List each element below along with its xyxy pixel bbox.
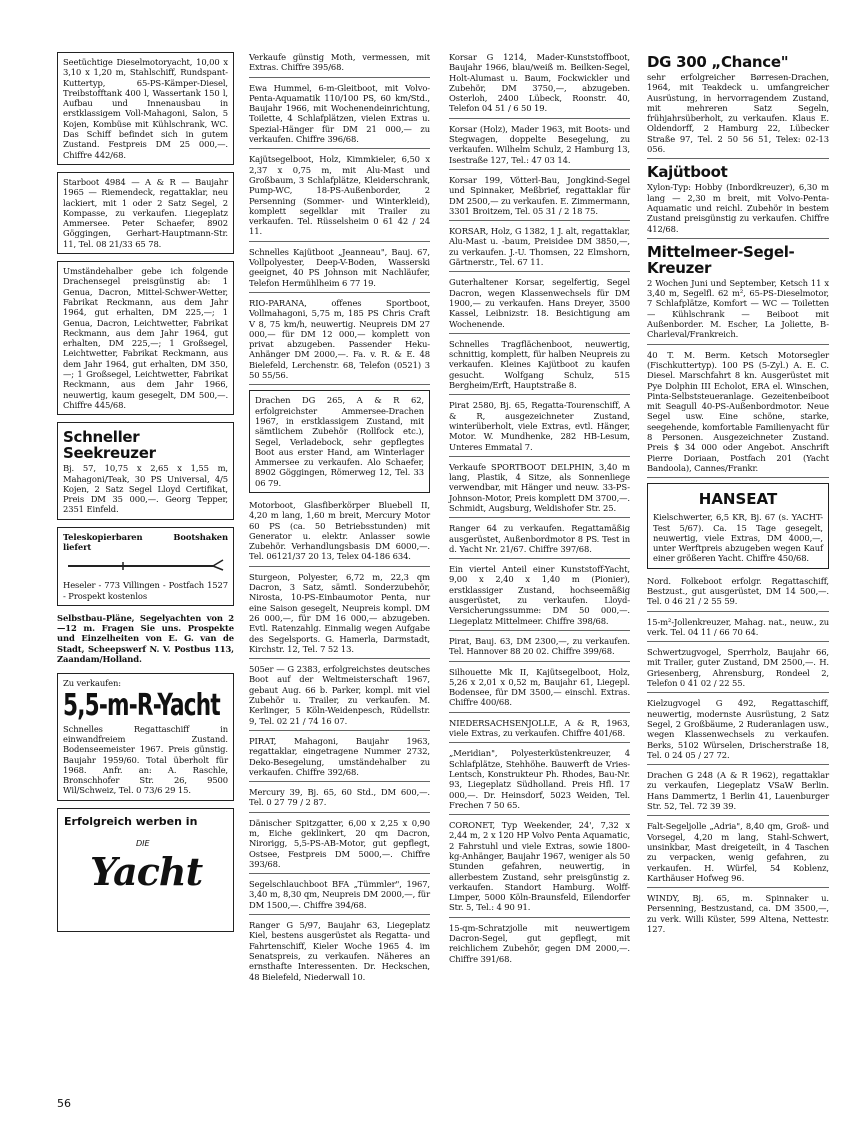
ad-korsar-guterhalten: Guterhaltener Korsar, segelfertig, Segel Dacron, wegen Klassenwechsels für DM 1900,— zu verkaufen. Hans Dreyer, 3500 Kassel, Leibnizstr. 18. Besichtigung am Wochenende.: [449, 277, 630, 333]
ad-jeanneau: Schnelles Kajütboot „Jeanneau", Bauj. 67, Vollpolyester, Deep-V-Boden, Wasserski geeignet, 40 PS Johnson mit Nachläufer, Telefon Hermühlheim 6 77 19.: [249, 247, 430, 293]
ad-drachen-g248: Drachen G 248 (A & R 1962), regattaklar zu verkaufen, Liegeplatz VSaW Berlin. Hans Dammertz, 1 Berlin 41, Lauenburger Str. 52, Tel. 72 39 39.: [647, 770, 829, 816]
yacht-logo: Yacht: [90, 848, 203, 894]
ad-bootshaken-body: Heseler - 773 Villingen - Postfach 1527 - Prospekt kostenlos: [63, 580, 228, 601]
ad-kajuetboot-title: Kajütboot: [647, 163, 728, 182]
ad-motorboot-bluebell: Motorboot, Glasfiberkörper Bluebell II, 4,20 m lang, 1,60 m breit, Mercury Motor 60 PS (ca. 50 Betriebsstunden) mit Generator u. elektr. Anlasser sowie Zubehör. Verhandlungsbasis DM 6000,—. Tel. 06121/37 20 13, Telex 04-186 634.: [249, 500, 430, 567]
ad-ewa-hummel: Ewa Hummel, 6-m-Gleitboot, mit Volvo-Penta-Aquamatik 110/100 PS, 60 km/Std., Baujahr 1966, mit Wochenendeinrichtung, Toilette, 4 Schlafplätzen, vielen Extras u. Spezial-Hänger für DM 21 000,— zu verkaufen. Chiffre 396/68.: [249, 83, 430, 150]
ad-falt-segeljolle: Falt-Segeljolle „Adria", 8,40 qm, Groß- und Vorsegel, 4,20 m lang, Stahl-Schwert, unsinkbar, Mast dreigeteilt, in 4 Taschen zu verpacken, wenig gefahren, zu verkaufen. H. Würfel, 54 Koblenz, Karthäuser Hofweg 96.: [647, 821, 829, 888]
ad-seekreuzer-title: Schneller Seekreuzer: [63, 428, 156, 463]
ad-meridian: „Meridian", Polyesterküstenkreuzer, 4 Schlafplätze, Stehhöhe. Bauwerft de Vries-Lentsch, Konstrukteur Ph. Rhodes, Bau-Nr. 93, Liegeplatz Südholland. Preis Hfl. 17 000,—. Dr. Heinsdorf, 5023 Weiden, Tel. Frechen 7 50 65.: [449, 748, 630, 815]
ad-mercury: Mercury 39, Bj. 65, 60 Std., DM 600,—. Tel. 0 27 79 / 2 87.: [249, 787, 430, 813]
ad-box-seekreuzer: [57, 422, 234, 519]
ad-ranger-g597: Ranger G 5/97, Baujahr 63, Liegeplatz Kiel, bestens ausgerüstet als Regatta- und Fahrtenschiff, Kieler Woche 1965 4. im Senatspreis, zu verkaufen. Näheres an ernsthafte Interessenten. Dr. Heckschen, 48 Bielefeld, Niederwall 10.: [249, 920, 430, 982]
ad-pirat-bauj63: Pirat, Bauj. 63, DM 2300,—, zu verkaufen. Tel. Hannover 88 20 02. Chiffre 399/68.: [449, 636, 630, 662]
ad-korsar-199: Korsar 199, Vötterl-Bau, Jongkind-Segel und Spinnaker, Meßbrief, regattaklar für DM 2500,— zu verkaufen. E. Zimmermann, 3301 Broitzem, Tel. 05 31 / 2 18 75.: [449, 175, 630, 221]
ad-dieselmotoryacht: Seetüchtige Dieselmotoryacht, 10,00 x 3,10 x 1,20 m, Stahlschiff, Rundspant-Kuttertyp, 65-PS-Kämper-Diesel, Treibstofftank 400 l, Wassertank 150 l, Aufbau und Innenausbau in erstklassigem Voll-Mahagoni, Salon, 5 Kojen, Kombüse mit Kühlschrank, WC. Das Schiff befindet sich in gutem Zustand. Festpreis DM 25 000,—. Chiffre 442/68.: [63, 57, 228, 160]
ad-silhouette: Silhouette Mk II, Kajütsegelboot, Holz, 5,26 x 2,01 x 0,52 m, Baujahr 61, Liegepl. Bodensee, für DM 3500,— einschl. Extras. Chiffre 400/68.: [449, 667, 630, 713]
yacht-promo-box: [57, 808, 234, 932]
ad-bootshaken-title: Teleskopierbaren Bootshaken liefert: [63, 531, 228, 552]
boathook-icon: [63, 556, 228, 576]
ad-anteil-yacht: Ein viertel Anteil einer Kunststoff-Yacht, 9,00 x 2,40 x 1,40 m (Pionier), erstklassiger Zustand, hochseemäßig ausgerüstet, zu verkaufen. Lloyd-Versicherungssumme: DM 50 000,—. Liegeplatz Mittelmeer. Chiffre 398/68.: [449, 564, 630, 631]
ad-kajuetsegelboot: Kajütsegelboot, Holz, Kimmkieler, 6,50 x 2,37 x 0,75 m, mit Alu-Mast und Großbaum, 3 Schlafplätze, Kleiderschrank, Pump-WC, 18-PS-Außenborder, 2 Persenning (Sommer- und Winterkleid), komplett segelklar mit Trailer zu verkaufen. Tel. Rüsselsheim 0 61 42 / 24 11.: [249, 154, 430, 241]
ad-box-hanseat: [647, 483, 829, 568]
ad-mittelmeer-body: 2 Wochen Juni und September, Ketsch 11 x 3,40 m, Segelfl. 62 m², 65-PS-Dieselmotor, 7 Schlafplätze, Komfort — WC — Toiletten — Kühlschrank — Beiboot mit Außenborder. M. Escher, La Joliette, B-Charleval/Frankreich.: [647, 278, 829, 345]
ad-ranger-64: Ranger 64 zu verkaufen. Regattamäßig ausgerüstet, Außenbordmotor 8 PS. Test in d. Yacht Nr. 21/67. Chiffre 397/68.: [449, 523, 630, 559]
promo-text: Erfolgreich werben in: [64, 814, 198, 828]
column-2: [249, 52, 430, 991]
ad-seekreuzer-body: Bj. 57, 10,75 x 2,65 x 1,55 m, Mahagoni/Teak, 30 PS Universal, 4/5 Kojen, 2 Satz Segel Lloyd Certifikat, Preis DM 35 000,—. Georg Tepper, 2351 Einfeld.: [63, 463, 228, 515]
ad-moth: Verkaufe günstig Moth, vermessen, mit Extras. Chiffre 395/68.: [249, 52, 430, 78]
yacht-logo-die: DIE: [136, 838, 150, 848]
ad-kielzugvogel: Kielzugvogel G 492, Regattaschiff, neuwertig, modernste Ausrüstung, 2 Satz Segel, 2 Großbäume, 2 Ruderanlagen usw., wegen Klassenwechsels zu verkaufen. Berks, 5102 Würselen, Drischerstraße 18, Tel. 0 24 05 / 27 72.: [647, 698, 829, 765]
ad-sturgeon: Sturgeon, Polyester, 6,72 m, 22,3 qm Dacron, 3 Satz, sämtl. Sonderzubehör, Nirosta, 10-PS-Einbaumotor Penta, nur eine Saison gesegelt, Neupreis kompl. DM 26 000,—, für DM 16 000,— abzugeben. Evtl. Ratenzahlg. Einmalig wegen Aufgabe des Segelsports. G. Hamerla, Darmstadt, Kirchstr. 12, Tel. 7 52 13.: [249, 572, 430, 659]
ad-box-drachen-dg265: [249, 390, 430, 493]
page-number: 56: [57, 1097, 71, 1110]
ad-starboot: Starboot 4984 — A & R — Baujahr 1965 — Riemendeck, regattaklar, neu lackiert, mit 1 oder 2 Satz Segel, 2 Kompasse, zu verkaufen. Liegeplatz Ammersee. Peter Schaefer, 8902 Göggingen, Gerhart-Hauptmann-Str. 11, Tel. 08 21/33 65 78.: [63, 176, 228, 249]
ad-box-drachensegel: [57, 261, 234, 415]
ad-dg300-title: DG 300 „Chance": [647, 53, 789, 71]
ad-drachensegel: Umständehalber gebe ich folgende Drachensegel preisgünstig ab: 1 Genua, Dacron, Mittel-Schwer-Wetter, Fabrikat Reckmann, aus dem Jahr 1964, gut erhalten, DM 225,—; 1 Genua, Dacron, Leichtwetter, Fabrikat Reckmann, aus dem Jahr 1964, gut erhalten, DM 225,—; 1 Großsegel, Leichtwetter, Fabrikat Reckmann, aus dem Jahr 1964, gut erhalten, DM 350,—; 1 Großsegel, Leichtwetter, Fabrikat Reckmann, aus dem Jahr 1966, neuwertig, kaum gesegelt, DM 500,—. Chiffre 445/68.: [63, 266, 228, 410]
ad-box-dieselmotoryacht: [57, 52, 234, 165]
column-1: [57, 52, 234, 932]
ad-niedersachsenjolle: NIEDERSACHSENJOLLE, A & R, 1963, viele Extras, zu verkaufen. Chiffre 401/68.: [449, 718, 630, 744]
ad-pirat-2580: Pirat 2580, Bj. 65, Regatta-Tourenschiff, A & R, ausgezeichneter Zustand, winterüberholt, viele Extras, evtl. Hänger, Motor. W. Mundhenke, 282 HB-Lesum, Unteres Emmatal 7.: [449, 400, 630, 456]
ad-korsar-holz: Korsar (Holz), Mader 1963, mit Boots- und Stegwagen, doppelte Besegelung, zu verkaufen. Wilhelm Schulz, 2 Hamburg 13, Isestraße 127, Tel.: 47 03 14.: [449, 124, 630, 170]
ad-ketsch-motorsegler: 40 T. M. Berm. Ketsch Motorsegler (Fischkuttertyp). 100 PS (5-Zyl.) A. E. C. Diesel. Marschfahrt 8 kn. Ausgerüstet mit Pye Dolphin III Echolot, ERA el. Winschen, Pinta-Selbststeueranlage. Gezeitenbeiboot mit Seagull 40-PS-Außenbordmotor. Neue Segel usw. Eine schöne, starke, seegehende, komfortable Familienyacht für 8 Personen. Ausgezeichneter Zustand. Preis $ 34 000 oder Angebot. Anschrift Pierre Doriaan, Postfach 201 (Yacht Bandoola), Cannes/Frankr.: [647, 350, 829, 479]
ad-kajuetboot-body: Xylon-Typ: Hobby (Inbordkreuzer), 6,30 m lang — 2,30 m breit, mit Volvo-Penta-Aquamatic und reichl. Zubehör in bestem Zustand preisgünstig zu verkaufen. Chiffre 412/68.: [647, 182, 829, 238]
ad-schwertzugvogel: Schwertzugvogel, Sperrholz, Baujahr 66, mit Trailer, guter Zustand, DM 2500,—. H. Griesenberg, Ahrensburg, Rondeel 2, Telefon 0 41 02 / 22 55.: [647, 647, 829, 693]
ad-coronet: CORONET, Typ Weekender, 24', 7,32 x 2,44 m, 2 x 120 HP Volvo Penta Aquamatic, 2 Fahrstuhl und viele Extras, sowie 1800-kg-Anhänger, Baujahr 1967, weniger als 50 Stunden gefahren, neuwertig, in allerbestem Zustand, sehr preisgünstig z. verkaufen. Standort Hamburg. Wolff-Limper, 5000 Köln-Braunsfeld, Eilendorfer Str. 5, Tel.: 4 90 91.: [449, 820, 630, 918]
ad-schratzjolle: 15-qm-Schratzjolle mit neuwertigem Dacron-Segel, gut gepflegt, mit reichlichem Zubehör, gegen DM 2000,—. Chiffre 391/68.: [449, 922, 630, 964]
ad-selbstbau-plaene: Selbstbau-Pläne, Segelyachten von 2—12 m. Fragen Sie uns. Prospekte und Einzelheiten von E. G. van de Stadt, Scheepswerf N. V. Postbus 113, Zaandam/Holland.: [57, 612, 234, 665]
ad-rio-parana: RIO-PARANA, offenes Sportboot, Vollmahagoni, 5,75 m, 185 PS Chris Craft V 8, 75 km/h, neuwertig. Neupreis DM 27 000,— für DM 12 000,— komplett von privat abzugeben. Passender Heku-Anhänger DM 2000,—. Fa. v. R. & E. 48 Bielefeld, Lerchenstr. 68, Telefon (0521) 3 50 55/56.: [249, 298, 430, 385]
ad-sportboot-delphin: Verkaufe SPORTBOOT DELPHIN, 3,40 m lang, Plastik, 4 Sitze, als Sonnenliege verwendbar, mit Hänger und neuw. 33-PS-Johnson-Motor, Preis komplett DM 3700,—. Schmidt, Augsburg, Weldishofer Str. 25.: [449, 462, 630, 518]
ad-hanseat-body: Kielschwerter, 6,5 KR, Bj. 67 (s. YACHT-Test 5/67). Ca. 15 Tage gesegelt, neuwertig, viele Extras, DM 4000,—, unter Werftpreis abzugeben wegen Kauf einer größeren Yacht. Chiffre 450/68.: [653, 512, 823, 564]
ad-mittelmeer-title: Mittelmeer-Segel-Kreuzer: [647, 242, 795, 277]
ad-jollenkreuzer: 15-m²-Jollenkreuzer, Mahag. nat., neuw., zu verk. Tel. 04 11 / 66 70 64.: [647, 617, 829, 643]
column-3: [449, 52, 630, 973]
ad-korsar-g1214: Korsar G 1214, Mader-Kunststoffboot, Baujahr 1966, blau/weiß m. Beilken-Segel, Holt-Alumast u. Baum, Fockwickler und Zubehör, DM 3750,—, abzugeben. Osterloh, 2400 Lübeck, Roonstr. 40, Telefon 04 51 / 6 50 19.: [449, 52, 630, 119]
ad-pirat-mahagoni: PIRAT, Mahagoni, Baujahr 1963, regattaklar, eingetragene Nummer 2732, Deko-Besegelung, umständehalber zu verkaufen. Chiffre 392/68.: [249, 736, 430, 782]
ad-dg300-body: sehr erfolgreicher Børresen-Drachen, 1964, mit Teakdeck u. umfangreicher Ausrüstung, in hervorragendem Zustand, mit mehreren Satz Segeln, frühjahrsüberholt, zu verkaufen. Klaus E. Oldendorff, 2 Hamburg 22, Lübecker Straße 97, Tel. 2 50 56 51, Telex: 02-13 056.: [647, 72, 829, 159]
ad-windy: WINDY, Bj. 65, m. Spinnaker u. Persenning, Bestzustand, ca. DM 3500,—, zu verk. Willi Küster, 599 Altena, Nettestr. 127.: [647, 893, 829, 934]
ad-spitzgatter: Dänischer Spitzgatter, 6,00 x 2,25 x 0,90 m, Eiche geklinkert, 20 qm Dacron, Nirorigg, 5,5-PS-AB-Motor, gut gepflegt, Ostsee, Festpreis DM 5000,—. Chiffre 393/68.: [249, 818, 430, 874]
ad-folkeboot: Nord. Folkeboot erfolgr. Regattaschiff, Bestzust., gut ausgerüstet, DM 14 500,—. Tel. 0 46 21 / 2 55 59.: [647, 576, 829, 612]
ad-tragflaechenboot: Schnelles Tragflächenboot, neuwertig, schnittig, komplett, für halben Neupreis zu verkaufen. Kleines Kajütboot zu kaufen gesucht. Wolfgang Schulz, 515 Bergheim/Erft, Hauptstraße 8.: [449, 339, 630, 395]
ad-55m-head: Zu verkaufen:: [63, 678, 121, 689]
ad-55m-title: 5,5-m-R-Yacht: [63, 687, 220, 723]
ad-box-bootshaken: [57, 527, 234, 606]
ad-hanseat-title: HANSEAT: [698, 490, 778, 509]
ad-korsar-g1382: KORSAR, Holz, G 1382, 1 J. alt, regattaklar, Alu-Mast u. -baum, Preisidee DM 3850,—, zu verkaufen. J.-U. Thomsen, 22 Elmshorn, Gärtnerstr., Tel. 67 11.: [449, 226, 630, 272]
ad-box-starboot: [57, 172, 234, 254]
ad-drachen-dg265: Drachen DG 265, A & R 62, erfolgreichster Ammersee-Drachen 1967, in erstklassigem Zustand, mit sämtlichem Zubehör (Rollfock etc.), Segel, Verladebock, sehr gepflegtes Boot aus erster Hand, am Winterlager Ammersee zu verkaufen. Alo Schaefer, 8902 Göggingen, Römerweg 12, Tel. 33 06 79.: [255, 395, 424, 488]
ad-box-55m-yacht: [57, 673, 234, 800]
ad-55m-body: Schnelles Regattaschiff in einwandfreiem Zustand. Bodenseemeister 1967. Preis günstig. Baujahr 1959/60. Total überholt für 1968. Anfr. an: A. Raschle, Bronschhofer Str. 26, 9500 Wil/Schweiz, Tel. 0 73/6 29 15.: [63, 723, 228, 796]
column-4: [647, 52, 829, 943]
ad-505er: 505er — G 2383, erfolgreichstes deutsches Boot auf der Weltmeisterschaft 1967, gebaut Aug. 66 b. Parker, kompl. mit viel Zubehör u. Trailer, zu verkaufen. M. Kerlinger, 5 Köln-Weidenpesch, Rüdellstr. 9, Tel. 02 21 / 74 16 07.: [249, 664, 430, 731]
ad-segelschlauchboot: Segelschlauchboot BFA „Tümmler", 1967, 3,40 m, 8,30 qm, Neupreis DM 2000,—, für DM 1500,—. Chiffre 394/68.: [249, 879, 430, 915]
